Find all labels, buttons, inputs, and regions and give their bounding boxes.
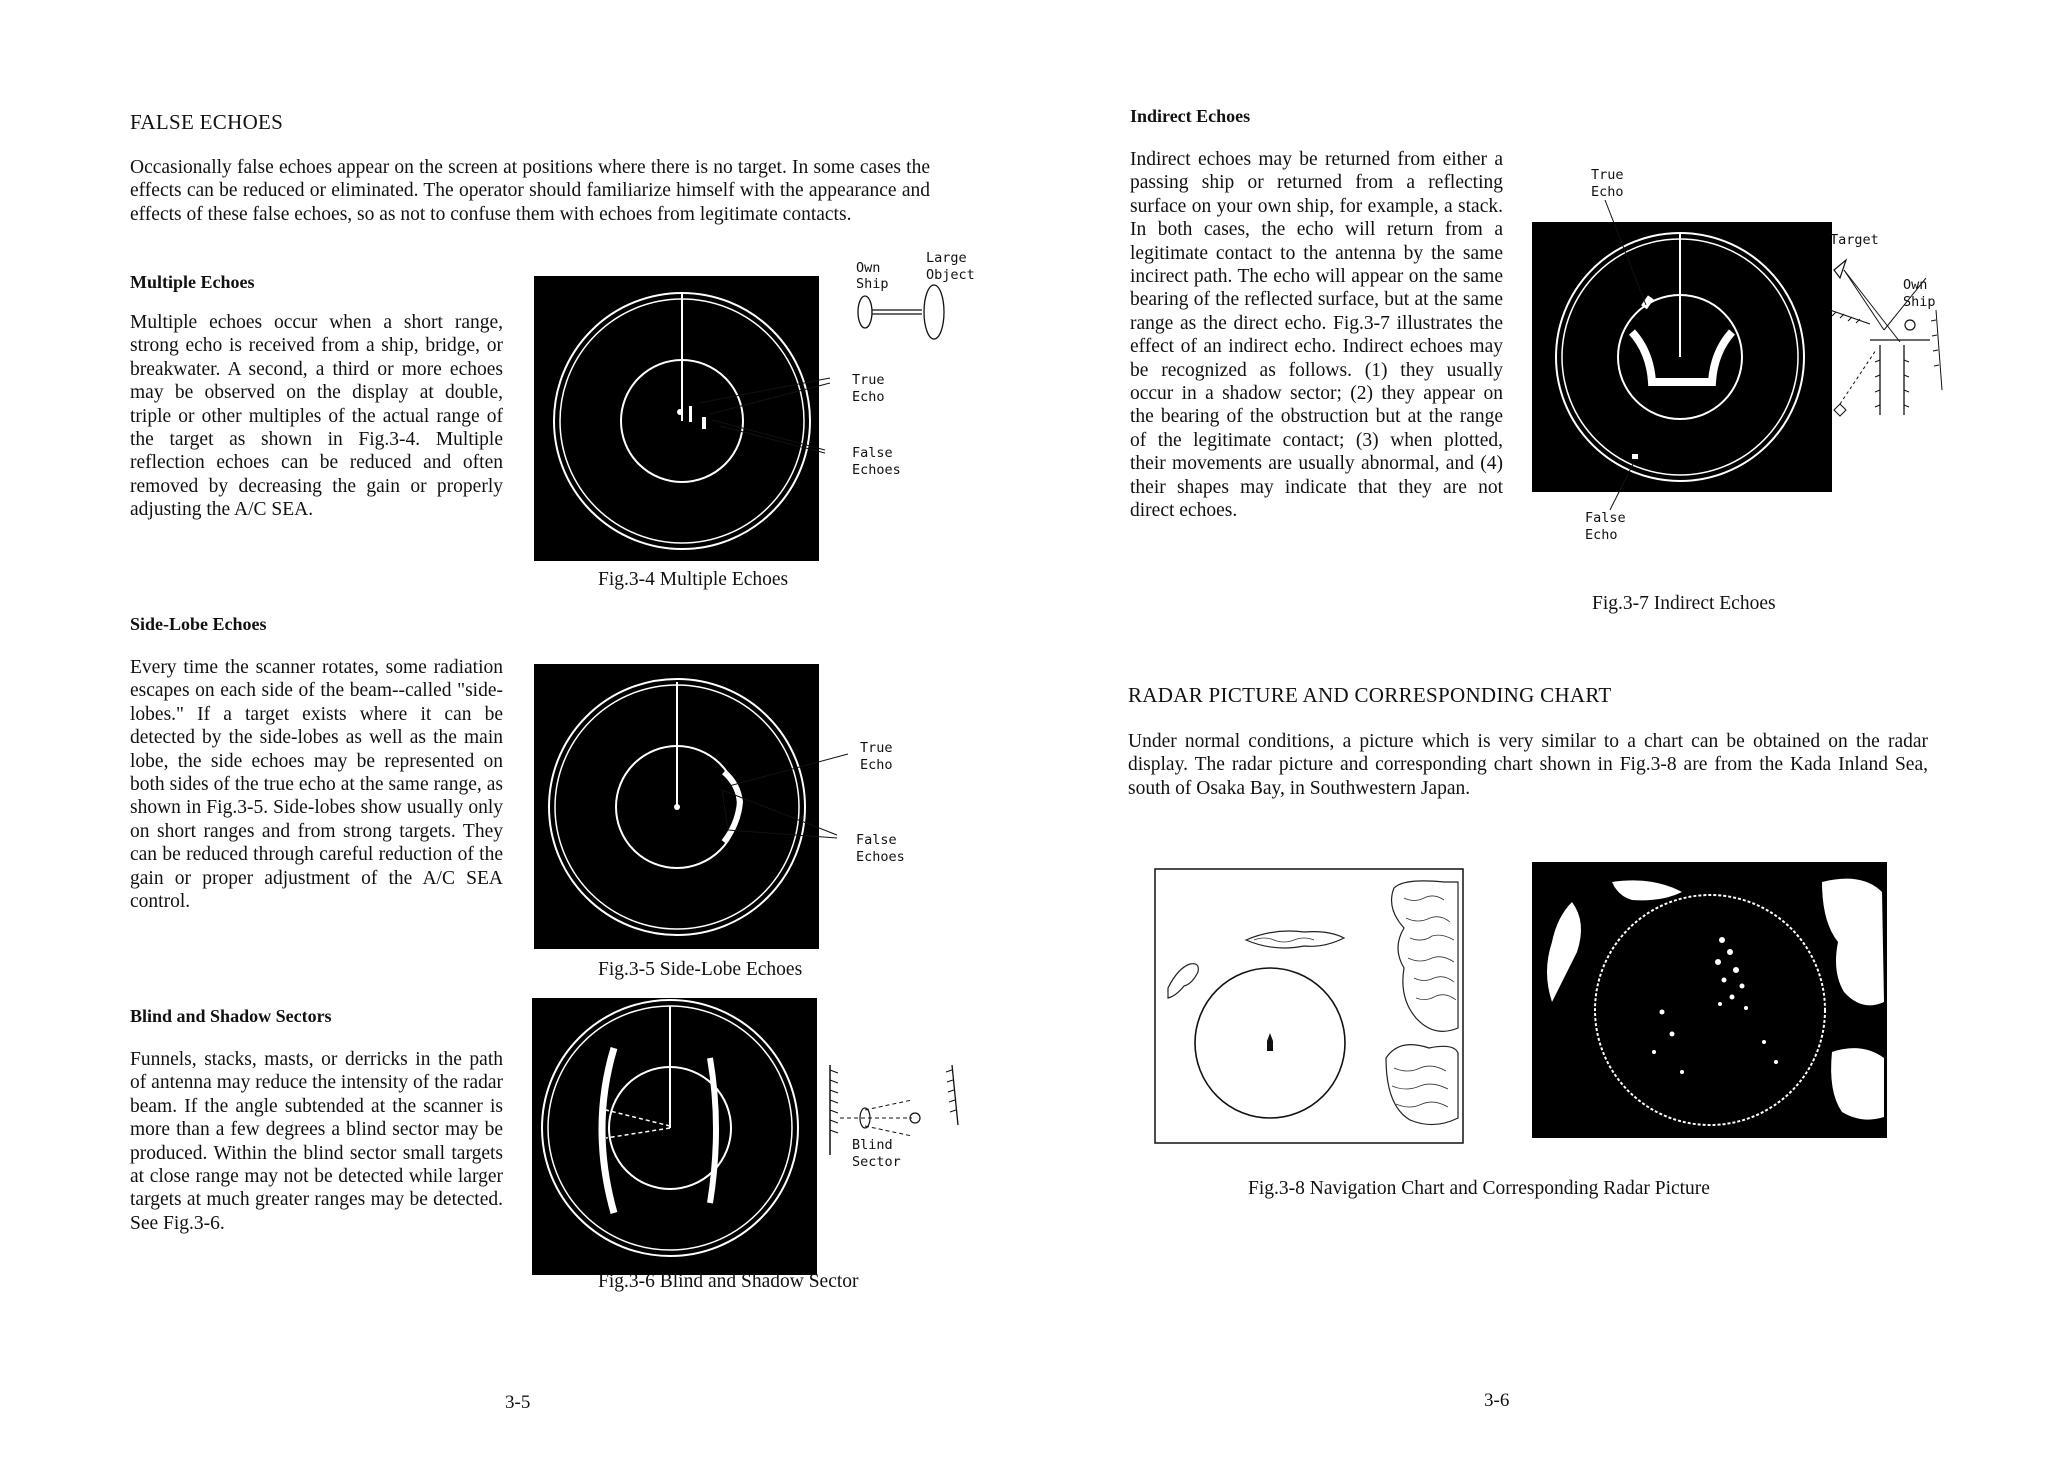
label-large: Large [926, 250, 967, 266]
heading-blind-shadow-sectors: Blind and Shadow Sectors [130, 1006, 332, 1026]
label-object: Object [926, 267, 975, 283]
label-sector: Sector [852, 1154, 901, 1170]
label-echo: Echo [860, 757, 893, 773]
indirect-echoes-text: Indirect echoes may be returned from either a passing ship or returned from a reflecting surface on your own ship, for example, a stack. In both cases, the echo will return from a legitimate contact to the antenna by the same incirect path. The echo will appear on the same bearing of the reflected surface, but at the same range as the direct echo. Fig.3-7 illustrates the effect of an indirect echo. Indirect echoes may be recognized as follows. (1) they usually occur in a shadow sector; (2) they appear on the bearing of the obstruction but at the range of the legitimate contact; (3) when plotted, their movements are usually abnormal, and (4) their shapes may indicate that they are not direct echoes. [1130, 149, 1503, 522]
label-blind: Blind [852, 1137, 893, 1153]
page-number-right: 3-6 [1484, 1390, 1510, 1411]
navigation-chart-image [1154, 868, 1464, 1144]
caption-fig-3-6: Fig.3-6 Blind and Shadow Sector [598, 1271, 859, 1292]
intro-paragraph: Occasionally false echoes appear on the screen at positions where there is no target. In some cases the effects can be reduced or eliminated. The operator should familiarize himself with the appearance and effects of these false echoes, so as not to confuse them with echoes from legitimate contacts. [130, 157, 930, 225]
heading-side-lobe-echoes: Side-Lobe Echoes [130, 614, 267, 634]
label-true: True [1591, 167, 1624, 183]
label-ship: Ship [1903, 294, 1936, 310]
label-echo: Echo [1585, 527, 1618, 543]
heading-multiple-echoes: Multiple Echoes [130, 272, 255, 292]
label-own: Own [1903, 277, 1928, 293]
label-echo: Echo [1591, 184, 1624, 200]
caption-fig-3-5: Fig.3-5 Side-Lobe Echoes [598, 959, 803, 980]
fig-3-6-blind-sector-image [532, 998, 817, 1275]
caption-fig-3-7: Fig.3-7 Indirect Echoes [1592, 593, 1776, 614]
fig-3-5-leader-lines [700, 730, 860, 860]
multiple-echoes-text: Multiple echoes occur when a short range, strong echo is received from a ship, bridge, or breakwater. A second, a third or more echoes may be observed on the display at double, triple or other multiples of the actual range of the target as shown in Fig.3-4. Multiple reflection echoes can be reduced and often removed by decreasing the gain or properly adjusting the A/C SEA. [130, 312, 503, 521]
label-false: False [1585, 510, 1626, 526]
caption-fig-3-8: Fig.3-8 Navigation Chart and Corresponding Radar Picture [1248, 1178, 1710, 1199]
label-echoes: Echoes [856, 849, 905, 865]
label-true: True [860, 740, 893, 756]
label-echoes: Echoes [852, 462, 901, 478]
label-ship: Ship [856, 276, 889, 292]
fig-3-7-ship-target-sketch [1820, 250, 1950, 450]
caption-fig-3-4: Fig.3-4 Multiple Echoes [598, 569, 789, 590]
label-true: True [852, 372, 885, 388]
label-echo: Echo [852, 389, 885, 405]
label-false: False [852, 445, 893, 461]
page-number-left: 3-5 [505, 1392, 531, 1413]
label-false: False [856, 832, 897, 848]
label-own: Own [856, 260, 881, 276]
section-title-radar-picture: RADAR PICTURE AND CORRESPONDING CHART [1128, 683, 1612, 707]
side-lobe-echoes-text: Every time the scanner rotates, some radiation escapes on each side of the beam--called "side-lobes." If a target exists where it can be detected by the side-lobes as well as the main lobe, the side echoes may be represented on both sides of the true echo at the same range, as shown in Fig.3-5. Side-lobes show usually only on short ranges and from strong targets. They can be reduced through careful reduction of the gain or proper adjustment of the A/C SEA control. [130, 657, 503, 913]
heading-indirect-echoes: Indirect Echoes [1130, 106, 1251, 126]
radar-picture-image [1532, 862, 1887, 1138]
blind-shadow-text: Funnels, stacks, masts, or derricks in the path of antenna may reduce the intensity of the radar beam. If the angle subtended at the scanner is more than a few degrees a blind sector may be produced. Within the blind sector small targets at close range may not be detected while larger targets at much greater ranges may be detected. See Fig.3-6. [130, 1049, 503, 1234]
section-title-false-echoes: FALSE ECHOES [130, 110, 284, 134]
radar-picture-text: Under normal conditions, a picture which is very similar to a chart can be obtained on the radar display. The radar picture and corresponding chart shown in Fig.3-8 are from the Kada Inland Sea, south of Osaka Bay, in Southwestern Japan. [1128, 731, 1928, 799]
label-target: Target [1830, 232, 1879, 248]
own-ship-and-object-sketch [858, 285, 944, 339]
fig-3-4-leader-lines [690, 250, 990, 490]
